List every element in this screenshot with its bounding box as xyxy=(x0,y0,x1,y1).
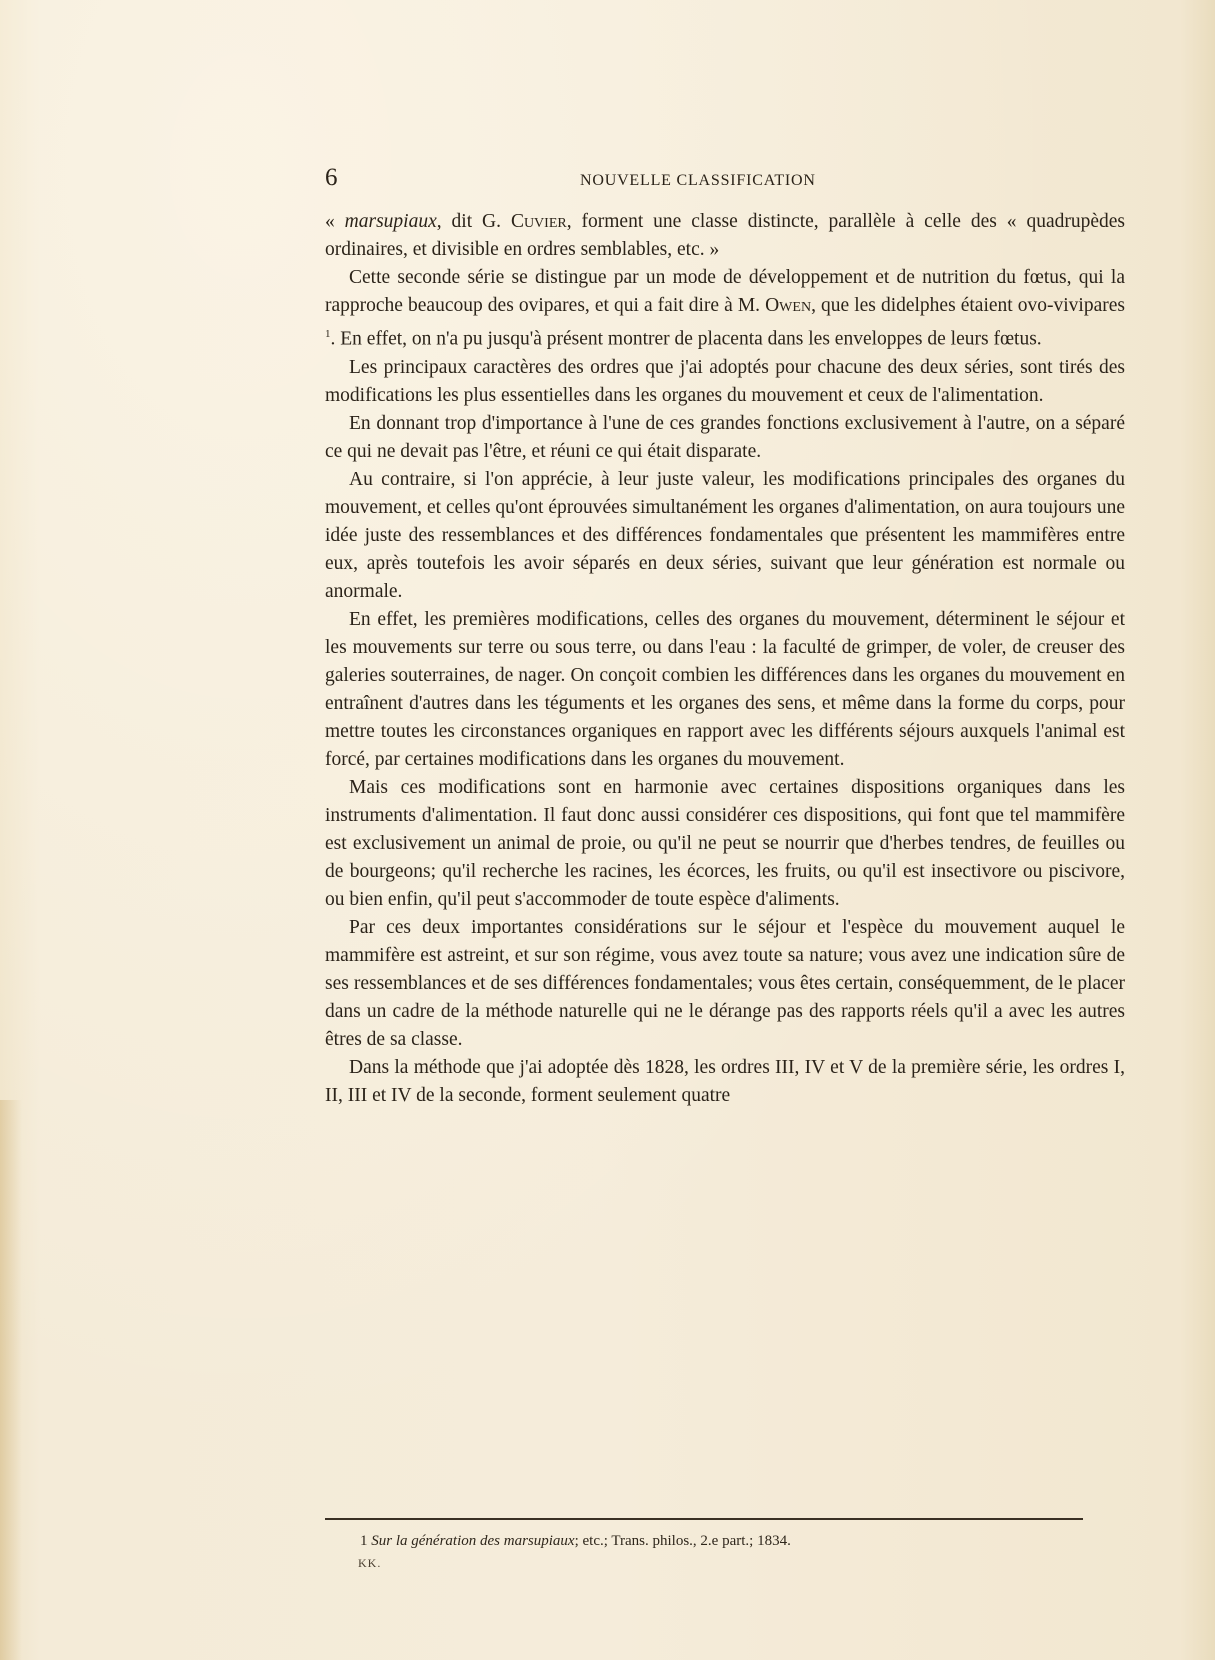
paragraph-6: En effet, les premières modifications, celles des organes du mouvement, déterminent le séjour et les mouvements sur terre ou sous terre, ou dans l'eau : la faculté de grimper, de voler, de creuser des galeries souterraines, de nager. On conçoit combien les différences dans les organes du mouvement en entraînent d'autres dans les téguments et les organes des sens, et même dans la forme du corps, pour mettre toutes les circonstances organiques en rapport avec les différents séjours auxquels l'animal est forcé, par certaines modifications dans les organes du mouvement. xyxy=(325,608,1125,770)
paragraph-8: Par ces deux importantes considérations sur le séjour et l'espèce du mouvement auquel le mammifère est astreint, et sur son régime, vous avez toute sa nature; vous avez une indication sûre de ses ressemblances et de ses différences fondamentales; vous êtes certain, conséquemment, de le placer dans un cadre de la méthode naturelle qui ne le dérange pas des rapports réels qu'il a avec les autres êtres de sa classe. xyxy=(325,916,1125,1050)
running-head: NOUVELLE CLASSIFICATION xyxy=(580,172,816,189)
footnote-rule xyxy=(325,1518,1083,1520)
footnote-number: 1 xyxy=(360,1533,368,1549)
footnote-ref: 1 xyxy=(325,328,331,340)
paragraph-7: Mais ces modifications sont en harmonie avec certaines dispositions organiques dans les instruments d'alimentation. Il faut donc aussi considérer ces dispositions, qui font que tel mammifère est exclusivement un animal de proie, ou qu'il ne peut se nourrir que d'herbes tendres, de feuilles ou de bourgeons; qu'il recherche les racines, les écorces, les fruits, ou qu'il est insectivore ou piscivore, ou bien enfin, qu'il peut s'accommoder de toute espèce d'aliments. xyxy=(325,776,1125,910)
italic-term: marsupiaux xyxy=(344,211,437,232)
signature-mark: KK. xyxy=(358,1556,382,1570)
author-name: Cuvier xyxy=(510,211,567,232)
paragraph-text: , forment une classe distincte, parallèle à celle des « quadrupèdes ordinaires, et divisible en ordres semblables, etc. » xyxy=(325,211,1125,260)
page-number: 6 xyxy=(325,164,338,191)
quote-open: « xyxy=(325,211,345,232)
paragraph-3: Les principaux caractères des ordres que j'ai adoptés pour chacune des deux séries, sont tirés des modifications les plus essentielles dans les organes du mouvement et ceux de l'alimentation. xyxy=(325,356,1125,406)
paragraph-1 xyxy=(325,208,1125,264)
paragraph-text: . En effet, on n'a pu jusqu'à présent montrer de placenta dans les enveloppes de leurs fœtus. xyxy=(330,328,1042,350)
paragraph-text: , dit G. xyxy=(436,211,511,232)
paragraph-4: En donnant trop d'importance à l'une de ces grandes fonctions exclusivement à l'autre, on a séparé ce qui ne devait pas l'être, et réuni ce qui était disparate. xyxy=(325,412,1125,462)
paragraph-text: , que les didelphes étaient ovo-vivipares xyxy=(811,295,1125,316)
body-text xyxy=(325,208,1125,1110)
footnote-title: Sur la génération des marsupiaux xyxy=(371,1533,575,1549)
paragraph-2 xyxy=(325,264,1125,354)
footnote-text: ; etc.; Trans. philos., 2.e part.; 1834. xyxy=(574,1533,791,1549)
paragraph-5: Au contraire, si l'on apprécie, à leur juste valeur, les modifications principales des organes du mouvement, et celles qu'ont éprouvées simultanément les organes d'alimentation, on aura toujours une idée juste des ressemblances et des différences fondamentales que présentent les mammifères entre eux, après toutefois les avoir séparés en deux séries, suivant que leur génération est normale ou anormale. xyxy=(325,468,1125,602)
paragraph-text: Cette seconde série se distingue par un mode de développement et de nutrition du fœtus, qui la rapproche beaucoup des ovipares, et qui a fait dire à M. xyxy=(325,267,1125,316)
author-name: Owen xyxy=(765,295,812,316)
page-header xyxy=(325,164,1083,196)
page-edge-stain xyxy=(0,1100,22,1660)
paragraph-9: Dans la méthode que j'ai adoptée dès 1828, les ordres III, IV et V de la première série, les ordres I, II, III et IV de la seconde, forment seulement quatre xyxy=(325,1056,1125,1106)
footnote xyxy=(360,1530,1080,1552)
